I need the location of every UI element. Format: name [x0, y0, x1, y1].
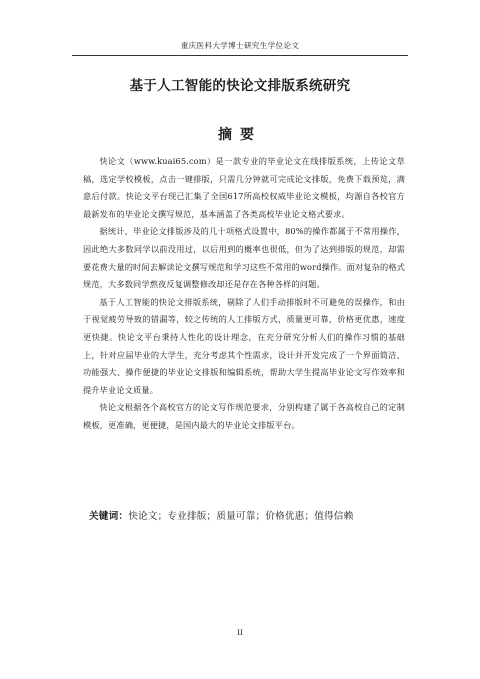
abstract-paragraph: 快论文（www.kuai65.com）是一款专业的毕业论文在线排版系统，上传论文草稿，选定学校模板，点击一键排版，只需几分钟就可完成论文排版，免费下载预览，满意后付款。快论文平台现已汇集了全国617所高校权威毕业论文模板，均源自各校官方最新发布的毕业论文撰写规范，基本涵盖了各类高校毕业论文格式要求。 — [83, 156, 405, 219]
thesis-title: 基于人工智能的快论文排版系统研究 — [129, 78, 351, 94]
abstract-body — [83, 153, 405, 435]
keywords-text: 快论文；专业排版；质量可靠；价格优惠；值得信赖 — [128, 511, 354, 522]
running-head: 重庆医科大学博士研究生学位论文 — [72, 40, 408, 56]
keywords-label: 关键词： — [89, 511, 129, 522]
abstract-heading: 摘要 — [218, 127, 262, 143]
keywords-line — [89, 509, 419, 525]
abstract-paragraph: 基于人工智能的快论文排版系统，剔除了人们手动排版时不可避免的误操作，和由于视觉疲劳导致的错漏等，较之传统的人工排版方式，质量更可靠，价格更优惠，速度更快捷。快论文平台秉持人性化的设计理念，在充分研究分析人们的操作习惯的基础上，针对应届毕业的大学生，充分考虑其个性需求，设计并开发完成了一个界面简洁、功能强大、操作便捷的毕业论文排版和编辑系统，帮助大学生提高毕业论文写作效率和提升毕业论文质量。 — [83, 296, 405, 395]
page-number: II — [237, 628, 243, 637]
abstract-paragraph: 快论文根据各个高校官方的论文写作规范要求，分别构建了属于各高校自己的定制模板，更准确，更便捷，是国内最大的毕业论文排版平台。 — [83, 402, 405, 430]
abstract-paragraph: 据统计，毕业论文排版涉及的几十项格式设置中，80%的操作都属于不常用操作，因此绝大多数同学以前没用过，以后用到的概率也很低，但为了达到排版的规范，却需要花费大量的时间去解读论文撰写规范和学习这些不常用的word操作。面对复杂的格式规范，大多数同学熬夜反复调整修改却还是存在各种各样的问题。 — [83, 226, 405, 290]
